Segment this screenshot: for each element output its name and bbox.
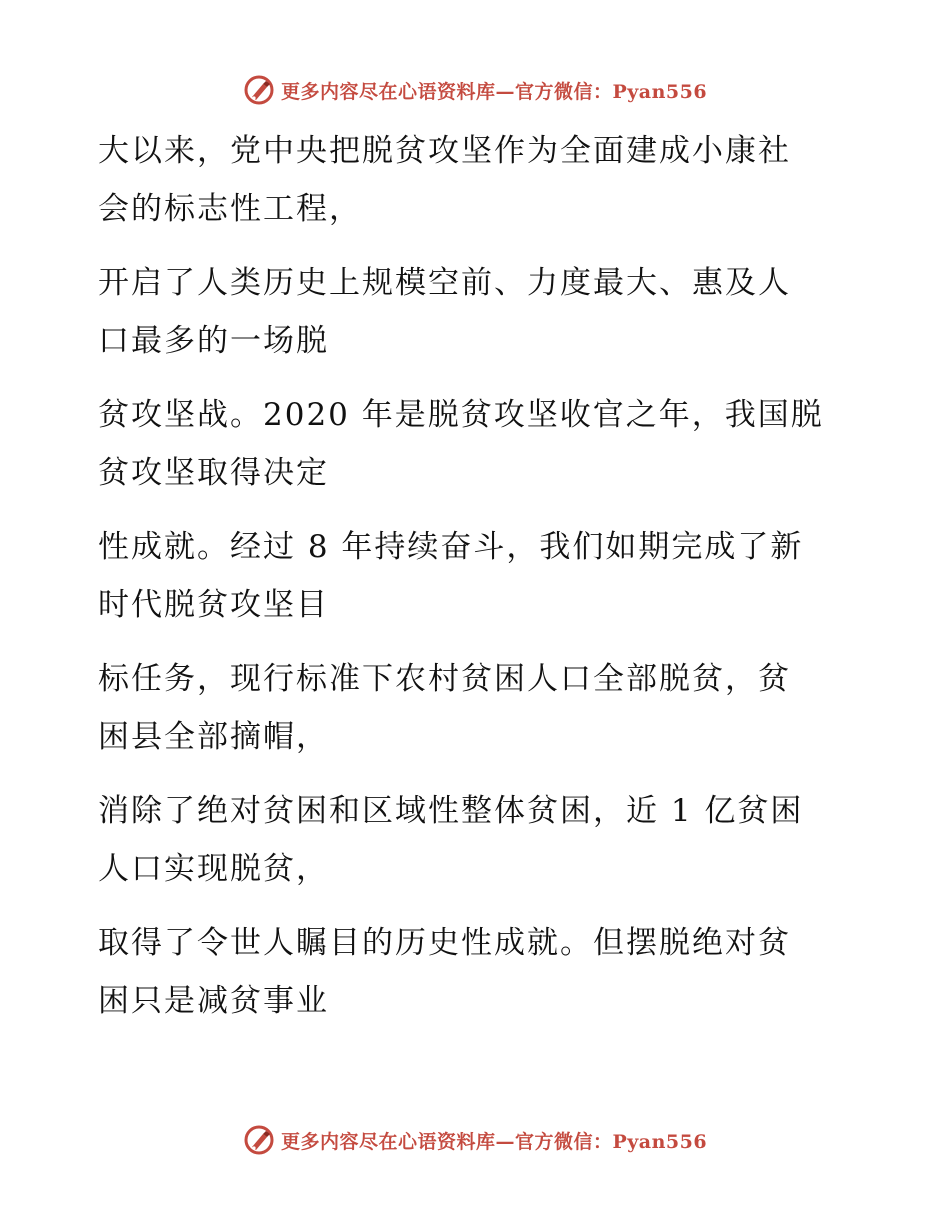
- paragraph: [98, 782, 858, 898]
- document-body: [98, 122, 858, 1046]
- paragraph-line: 会的标志性工程，: [98, 191, 362, 227]
- paragraph-line: 贫攻坚战。2020 年是脱贫攻坚收官之年，我国脱: [98, 397, 824, 433]
- pen-logo-icon: [243, 74, 275, 106]
- footer-watermark: [0, 1120, 950, 1160]
- paragraph-line: 取得了令世人瞩目的历史性成就。但摆脱绝对贫: [98, 925, 791, 961]
- paragraph: [98, 914, 858, 1030]
- paragraph-line: 性成就。经过 8 年持续奋斗，我们如期完成了新: [98, 529, 804, 565]
- paragraph-line: 人口实现脱贫，: [98, 851, 329, 887]
- paragraph: [98, 650, 858, 766]
- watermark-text: 更多内容尽在心语资料库—官方微信：Pyan556: [280, 1130, 708, 1153]
- paragraph: [98, 518, 858, 634]
- paragraph-line: 困只是减贫事业: [98, 983, 329, 1019]
- paragraph-line: 开启了人类历史上规模空前、力度最大、惠及人: [98, 265, 791, 301]
- paragraph: [98, 386, 858, 502]
- paragraph-line: 口最多的一场脱: [98, 323, 329, 359]
- paragraph-line: 时代脱贫攻坚目: [98, 587, 329, 623]
- paragraph-line: 大以来，党中央把脱贫攻坚作为全面建成小康社: [98, 133, 791, 169]
- watermark-text: 更多内容尽在心语资料库—官方微信：Pyan556: [280, 80, 708, 103]
- paragraph-line: 消除了绝对贫困和区域性整体贫困，近 1 亿贫困: [98, 793, 804, 829]
- pen-logo-icon: [243, 1124, 275, 1156]
- paragraph-line: 贫攻坚取得决定: [98, 455, 329, 491]
- header-watermark: [0, 70, 950, 110]
- paragraph-line: 标任务，现行标准下农村贫困人口全部脱贫，贫: [98, 661, 791, 697]
- paragraph: [98, 122, 858, 238]
- paragraph-line: 困县全部摘帽，: [98, 719, 329, 755]
- paragraph: [98, 254, 858, 370]
